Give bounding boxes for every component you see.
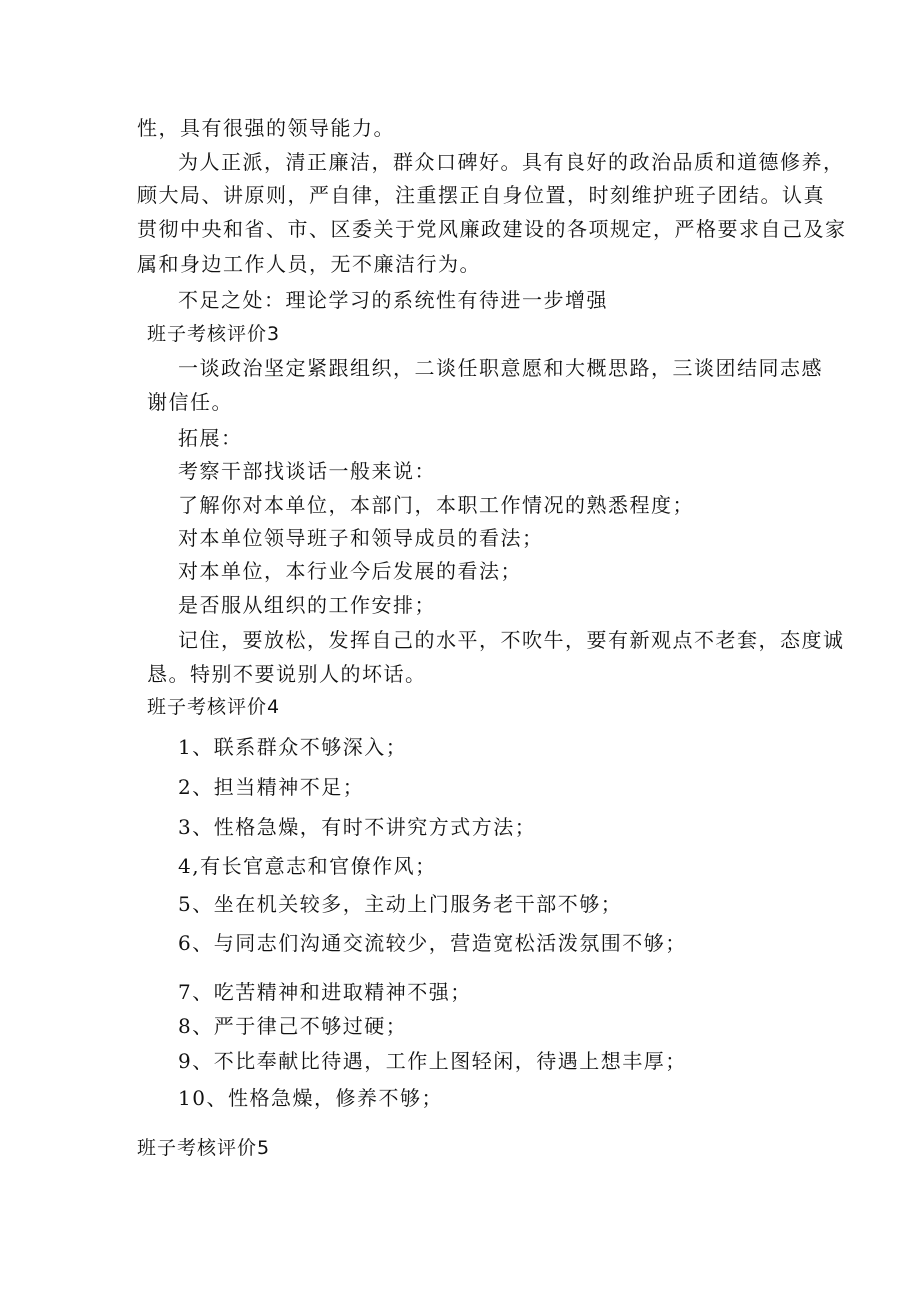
paragraph-line: 顾大局、讲原则，严自律，注重摆正自身位置，时刻维护班子团结。认真 (137, 183, 825, 207)
section-heading: 班子考核评价3 (147, 323, 281, 345)
paragraph-line: 不足之处：理论学习的系统性有待进一步增强 (178, 288, 608, 312)
section-heading: 班子考核评价5 (137, 1137, 271, 1159)
paragraph-line: 记住，要放松，发挥自己的水平，不吹牛，要有新观点不老套，态度诚 (178, 628, 845, 652)
list-item: 9、不比奉献比待遇，工作上图轻闲，待遇上想丰厚； (178, 1049, 687, 1073)
paragraph-line: 拓展： (178, 426, 243, 450)
paragraph-line: 考察干部找谈话一般来说： (178, 459, 436, 483)
paragraph-line: 恳。特别不要说别人的坏话。 (147, 662, 427, 686)
paragraph-line: 属和身边工作人员，无不廉洁行为。 (137, 252, 481, 276)
list-item: 8、严于律己不够过硬； (178, 1014, 408, 1038)
paragraph-line: 性，具有很强的领导能力。 (137, 116, 395, 140)
list-item: 10、性格急燥，修养不够； (178, 1086, 443, 1110)
paragraph-line: 一谈政治坚定紧跟组织，二谈任职意愿和大概思路，三谈团结同志感 (178, 356, 823, 380)
paragraph-line: 了解你对本单位，本部门，本职工作情况的熟悉程度； (178, 493, 694, 517)
list-item: 1、联系群众不够深入； (178, 735, 408, 759)
list-item: 4,有长官意志和官僚作风； (178, 854, 437, 878)
list-item: 2、担当精神不足； (178, 775, 365, 799)
paragraph-line: 对本单位领导班子和领导成员的看法； (178, 526, 544, 550)
list-item: 6、与同志们沟通交流较少，营造宽松活泼氛围不够； (178, 931, 687, 955)
paragraph-line: 对本单位，本行业今后发展的看法； (178, 559, 522, 583)
paragraph-line: 谢信任。 (147, 390, 233, 414)
paragraph-line: 为人正派，清正廉洁，群众口碑好。具有良好的政治品质和道德修养， (178, 150, 845, 174)
paragraph-line: 是否服从组织的工作安排； (178, 593, 436, 617)
section-heading: 班子考核评价4 (147, 696, 281, 718)
list-item: 7、吃苦精神和进取精神不强； (178, 980, 472, 1004)
list-item: 3、性格急燥，有时不讲究方式方法； (178, 815, 537, 839)
paragraph-line: 贯彻中央和省、市、区委关于党风廉政建设的各项规定，严格要求自己及家 (137, 217, 847, 241)
list-item: 5、坐在机关较多，主动上门服务老干部不够； (178, 892, 623, 916)
